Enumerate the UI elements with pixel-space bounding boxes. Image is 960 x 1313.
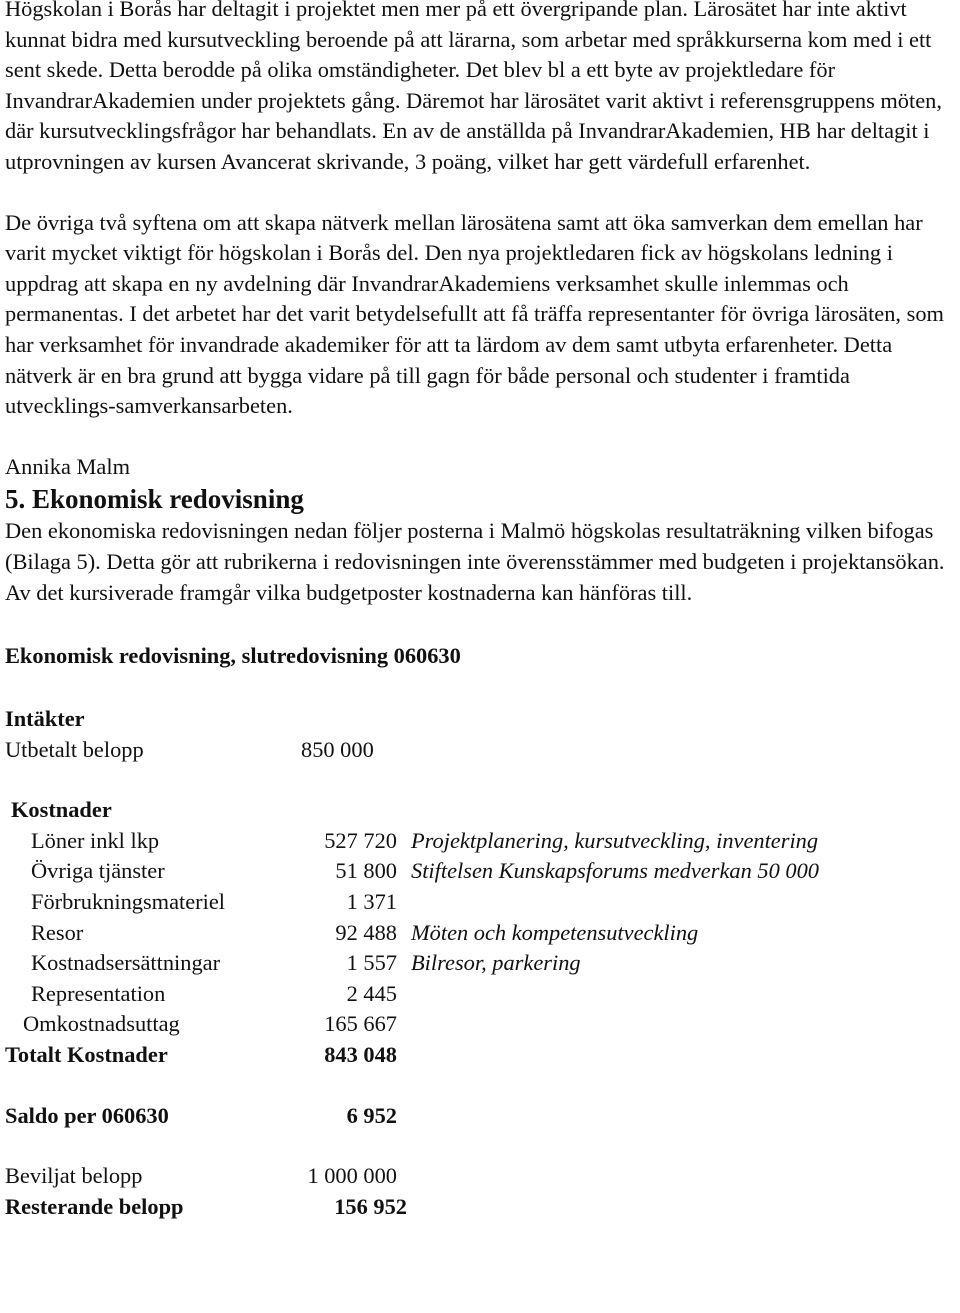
costs-table — [5, 826, 955, 1071]
cost-row — [5, 826, 955, 857]
overhead-amount: 165 667 — [324, 1011, 397, 1037]
total-costs-row — [5, 1040, 955, 1071]
cost-note: Möten och kompetensutveckling — [411, 919, 699, 945]
cost-amount: 1 371 — [346, 889, 397, 915]
costs-heading: Kostnader — [11, 797, 112, 823]
cost-amount: 51 800 — [335, 858, 397, 884]
cost-amount: 527 720 — [324, 827, 397, 853]
income-label: Utbetalt belopp — [5, 736, 144, 762]
cost-note: Bilresor, parkering — [411, 950, 581, 976]
cost-label: Löner inkl lkp — [31, 827, 160, 853]
cost-note: Stiftelsen Kunskapsforums medverkan 50 000 — [411, 858, 819, 884]
cost-row — [5, 979, 955, 1010]
cost-row — [5, 887, 955, 918]
cost-label: Resor — [31, 919, 84, 945]
paragraph-network: De övriga två syftena om att skapa nätverk mellan lärosätena samt att öka samverkan dem emellan har varit mycket viktigt för högskolan i Borås del. Den nya projektledaren fick av högskolans ledning i uppdrag att skapa en ny avdelning där InvandrarAkademiens verksamhet skulle inlemmas och permanentas. I det arbetet har det varit betydelsefullt att få träffa representanter för övriga lärosäten, som har verksamhet för invandrade akademiker för att ta lärdom av dem samt utbyta erfarenheter. Detta nätverk är en bra grund att bygga vidare på till gagn för både personal och studenter i framtida utvecklings-samverkansarbeten. — [5, 209, 944, 419]
document-page — [5, 0, 955, 1222]
cost-amount: 92 488 — [335, 919, 397, 945]
balance-row — [5, 1101, 955, 1132]
cost-row — [5, 918, 955, 949]
costs-heading-row — [5, 795, 955, 826]
cost-label: Förbrukningsmateriel — [31, 889, 226, 915]
cost-label: Representation — [31, 980, 166, 1006]
income-amount: 850 000 — [301, 736, 374, 762]
balance-amount: 6 952 — [346, 1102, 397, 1128]
cost-amount: 2 445 — [346, 980, 397, 1006]
remaining-amount: 156 952 — [334, 1193, 407, 1219]
overhead-label: Omkostnadsuttag — [23, 1011, 180, 1037]
total-costs-label: Totalt Kostnader — [5, 1042, 168, 1068]
cost-row — [5, 948, 955, 979]
cost-row — [5, 856, 955, 887]
cost-label: Övriga tjänster — [31, 858, 165, 884]
balance-label: Saldo per 060630 — [5, 1102, 169, 1128]
granted-label: Beviljat belopp — [5, 1163, 143, 1189]
cost-label: Kostnadsersättningar — [31, 950, 221, 976]
overhead-row — [5, 1009, 955, 1040]
paragraph-economic-intro: Den ekonomiska redovisningen nedan följer posterna i Malmö högskolas resultaträkning vilken bifogas (Bilaga 5). Detta gör att rubrikerna i redovisningen inte överensstämmer med budgeten i projektansökan. Av det kursiverade framgår vilka budgetposter kostnaderna kan hänföras till. — [5, 518, 945, 605]
remaining-row — [5, 1192, 955, 1223]
total-costs-amount: 843 048 — [324, 1042, 397, 1068]
cost-amount: 1 557 — [346, 950, 397, 976]
section-heading: 5. Ekonomisk redovisning — [5, 484, 304, 515]
report-title: Ekonomisk redovisning, slutredovisning 060630 — [5, 643, 461, 669]
paragraph-borås: Högskolan i Borås har deltagit i projektet men mer på ett övergripande plan. Lärosätet har inte aktivt kunnat bidra med kursutveckling beroende på att lärarna, som arbetar med språkkurserna kom med i ett sent skede. Detta berodde på olika omständigheter. Det blev bl a ett byte av projektledare för InvandrarAkademien under projektets gång. Däremot har lärosätet varit aktivt i referensgruppens möten, där kursutvecklingsfrågor har behandlats. En av de anställda på InvandrarAkademien, HB har deltagit i utprovningen av kursen Avancerat skrivande, 3 poäng, vilket har gett värdefull erfarenhet. — [5, 0, 942, 174]
granted-row — [5, 1161, 955, 1192]
author-name: Annika Malm — [5, 453, 130, 479]
cost-note: Projektplanering, kursutveckling, inventering — [411, 827, 819, 853]
granted-amount: 1 000 000 — [307, 1163, 397, 1189]
remaining-label: Resterande belopp — [5, 1193, 184, 1219]
income-row — [5, 735, 955, 766]
income-heading: Intäkter — [5, 706, 85, 732]
